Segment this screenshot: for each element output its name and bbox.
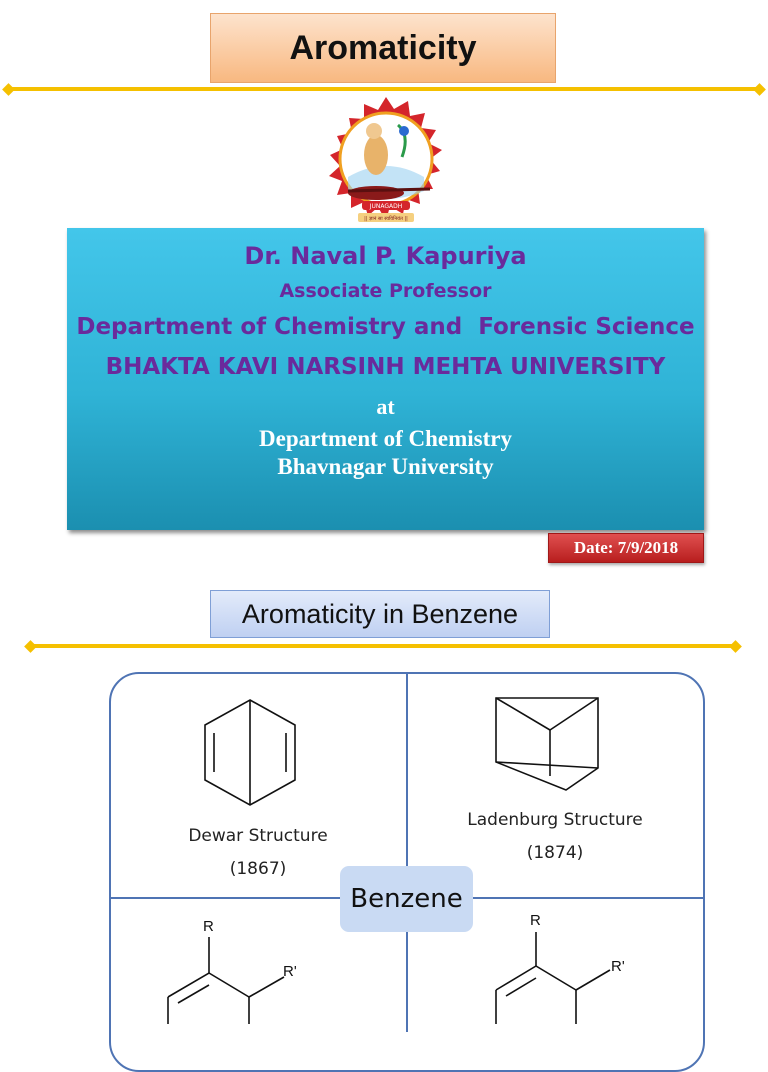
section-divider-left-diamond xyxy=(24,640,37,653)
dewar-label: Dewar Structure xyxy=(188,826,328,846)
substituent-rprime-left: R' xyxy=(283,963,297,980)
ladenburg-year: (1874) xyxy=(526,843,584,863)
title-divider xyxy=(8,87,760,91)
substituent-r-right: R xyxy=(530,912,541,929)
host-department: Department of Chemistry xyxy=(259,426,512,451)
presenter-university: BHAKTA KAVI NARSINH MEHTA UNIVERSITY xyxy=(105,354,666,380)
benzene-center-label: Benzene xyxy=(340,866,473,932)
section-divider-right-diamond xyxy=(729,640,742,653)
section-title: Aromaticity in Benzene xyxy=(210,590,550,638)
ladenburg-structure-icon xyxy=(490,690,605,795)
presenter-info-panel xyxy=(67,228,704,530)
ortho-ring-right-icon xyxy=(488,930,618,1024)
diagram-vertical-divider xyxy=(406,672,408,1032)
svg-text:JUNAGADH: JUNAGADH xyxy=(369,203,403,210)
presenter-name: Dr. Naval P. Kapuriya xyxy=(244,242,527,270)
section-divider xyxy=(30,644,736,648)
presenter-designation: Associate Professor xyxy=(279,280,492,302)
host-university: Bhavnagar University xyxy=(277,454,494,479)
slide-title: Aromaticity xyxy=(210,13,556,83)
dewar-structure-icon xyxy=(195,695,305,815)
substituent-r-left: R xyxy=(203,918,214,935)
ladenburg-label: Ladenburg Structure xyxy=(467,810,643,830)
presenter-department: Department of Chemistry and Forensic Science xyxy=(76,314,695,340)
date-badge: Date: 7/9/2018 xyxy=(548,533,704,563)
substituent-rprime-right: R' xyxy=(611,958,625,975)
dewar-year: (1867) xyxy=(229,859,287,879)
university-logo-icon xyxy=(318,95,454,231)
ortho-ring-left-icon xyxy=(160,935,290,1024)
divider-left-diamond xyxy=(2,83,15,96)
at-label: at xyxy=(376,394,395,419)
svg-text:|| ज्ञानं सा स्वविनियंत ||: || ज्ञानं सा स्वविनियंत || xyxy=(364,216,408,222)
divider-right-diamond xyxy=(753,83,766,96)
